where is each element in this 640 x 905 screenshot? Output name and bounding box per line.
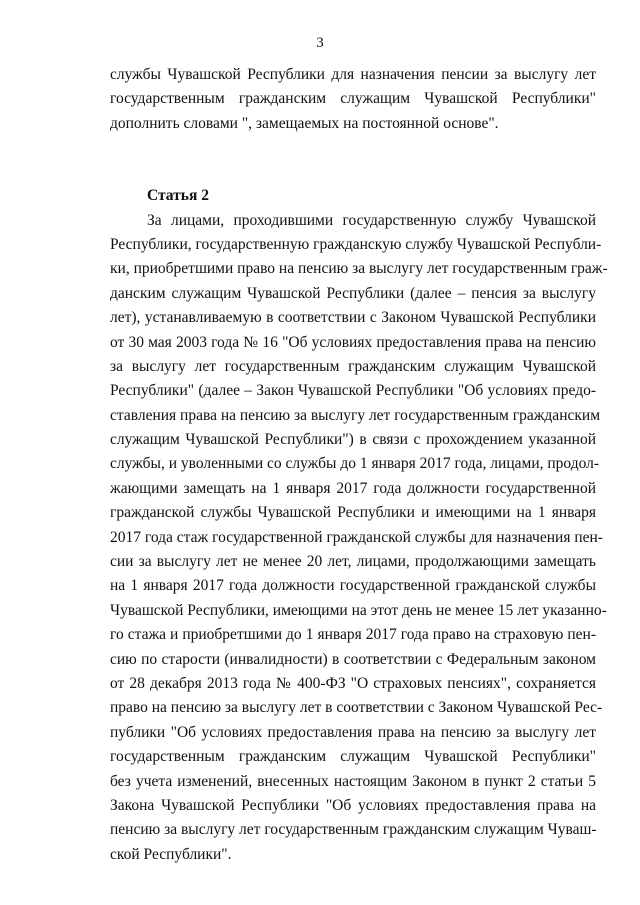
text-line: публики "Об условиях предоставления права на пенсию за выслугу лет xyxy=(110,723,596,741)
intro-paragraph xyxy=(110,63,596,136)
text-line: сию по старости (инвалидности) в соответствии с Федеральным законом xyxy=(110,650,596,668)
text-line: без учета изменений, внесенных настоящим Законом в пункт 2 статьи 5 xyxy=(110,772,596,790)
text-line: ской Республики". xyxy=(110,845,232,863)
paragraph-gap xyxy=(110,136,596,184)
text-line: службы, и уволенными со службы до 1 января 2017 года, лицами, продол- xyxy=(110,455,600,473)
text-line: Республики, государственную гражданскую службу Чувашской Республи- xyxy=(110,235,602,253)
text-line: За лицами, проходившими государственную службу Чувашской xyxy=(147,211,596,229)
text-line: гражданской службы Чувашской Республики и имеющими на 1 января xyxy=(110,504,596,522)
article-title: Статья 2 xyxy=(147,187,209,205)
text-line: дополнить словами ", замещаемых на постоянной основе". xyxy=(110,114,499,132)
text-line: жающими замещать на 1 января 2017 года должности государственной xyxy=(110,479,596,497)
text-line: Чувашской Республики, имеющими на этот день не менее 15 лет указанно- xyxy=(110,601,607,619)
text-line: службы Чувашской Республики для назначения пенсии за выслугу лет xyxy=(110,66,596,83)
text-line: 2017 года стаж государственной гражданской службы для назначения пен- xyxy=(110,528,603,546)
text-line: право на пенсию за выслугу лет в соответствии с Законом Чувашской Рес- xyxy=(110,699,603,717)
text-line: служащим Чувашской Республики") в связи с прохождением указанной xyxy=(110,431,596,449)
document-body xyxy=(110,63,608,867)
text-line: Закона Чувашской Республики "Об условиях предоставления права на xyxy=(110,796,596,814)
text-line: на 1 января 2017 года должности государственной гражданской службы xyxy=(110,577,596,595)
text-line: от 30 мая 2003 года № 16 "Об условиях предоставления права на пенсию xyxy=(110,333,596,351)
text-line: го стажа и приобретшими до 1 января 2017 года право на страховую пен- xyxy=(110,626,596,644)
text-line: от 28 декабря 2013 года № 400-ФЗ "О страховых пенсиях", сохраняется xyxy=(110,674,596,692)
text-line: лет), устанавливаемую в соответствии с Законом Чувашской Республики xyxy=(110,309,596,327)
text-line: за выслугу лет государственным гражданским служащим Чувашской xyxy=(110,357,596,375)
text-line: государственным гражданским служащим Чувашской Республики" xyxy=(110,748,596,766)
article-paragraph xyxy=(110,209,608,868)
text-line: ки, приобретшими право на пенсию за выслугу лет государственным граж- xyxy=(110,260,608,278)
text-line: ставления права на пенсию за выслугу лет государственным гражданским xyxy=(110,406,600,424)
text-line: Республики" (далее – Закон Чувашской Республики "Об условиях предо- xyxy=(110,382,596,400)
text-line: государственным гражданским служащим Чувашской Республики" xyxy=(110,90,596,108)
text-line: сии за выслугу лет не менее 20 лет, лицами, продолжающими замещать xyxy=(110,553,596,571)
page-number: 3 xyxy=(316,35,324,51)
text-line: данским служащим Чувашской Республики (далее – пенсия за выслугу xyxy=(110,284,596,302)
text-line: пенсию за выслугу лет государственным гражданским служащим Чуваш- xyxy=(110,821,597,839)
